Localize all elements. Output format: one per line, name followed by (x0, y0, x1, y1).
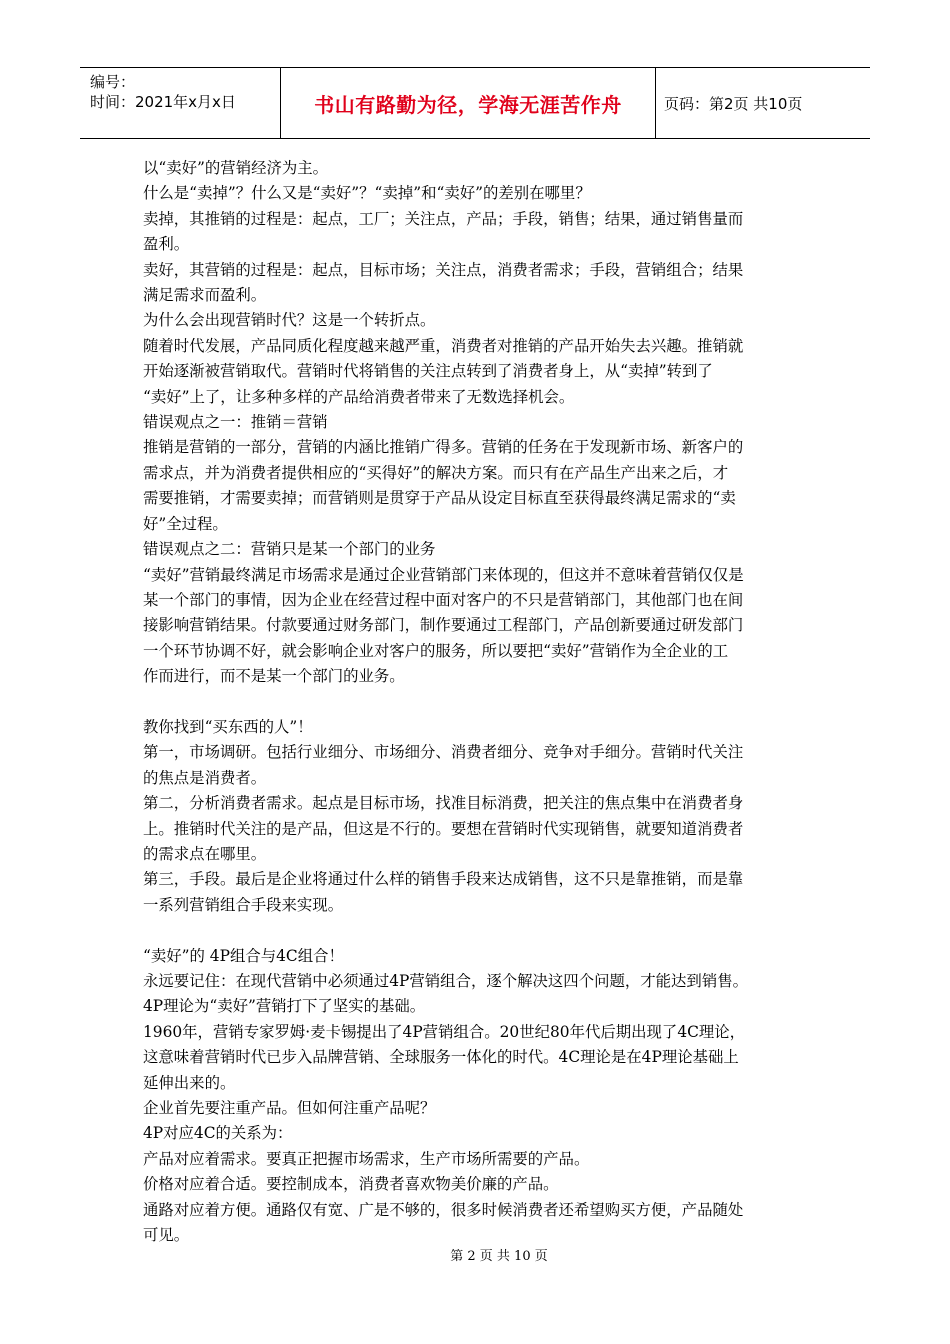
body-line: 为什么会出现营销时代？这是一个转折点。 (143, 311, 436, 330)
body-line: 需要推销，才需要卖掉；而营销则是贯穿于产品从设定目标直至获得最终满足需求的“卖 (143, 489, 736, 508)
blank-line (143, 690, 823, 715)
document-date-label: 时间：2021年x月x日 (90, 93, 236, 111)
body-line: 企业首先要注重产品。但如何注重产品呢？ (143, 1099, 436, 1117)
body-line: 作而进行，而不是某一个部门的业务。 (143, 667, 405, 686)
body-line: “卖好”的 4P组合与4C组合！ (143, 946, 344, 965)
body-line: 需求点，并为消费者提供相应的“买得好”的解决方案。而只有在产品生产出来之后，才 (143, 463, 729, 482)
body-line: 以“卖好”的营销经济为主。 (143, 159, 329, 177)
blank-line (143, 918, 823, 943)
body-line: 延伸出来的。 (143, 1073, 236, 1092)
body-line: 第二，分析消费者需求。起点是目标市场，找准目标消费，把关注的焦点集中在消费者身 (143, 794, 744, 813)
body-line: 一个环节协调不好，就会影响企业对客户的服务，所以要把“卖好”营销作为全企业的工 (143, 641, 729, 660)
body-line: 教你找到“买东西的人”！ (143, 717, 313, 736)
body-line: 可见。 (143, 1226, 190, 1245)
body-line: 产品对应着需求。要真正把握市场需求，生产市场所需要的产品。 (143, 1149, 590, 1168)
header-motto: 书山有路勤为径，学海无涯苦作舟 (314, 92, 622, 117)
footer-page-number: 第 2 页 共 10 页 (450, 1249, 548, 1264)
body-line: 的需求点在哪里。 (143, 844, 267, 863)
header-meta (80, 68, 281, 138)
body-line: 卖掉，其推销的过程是：起点，工厂；关注点，产品；手段，销售；结果，通过销售量而 (143, 209, 744, 228)
body-line: 的焦点是消费者。 (143, 768, 267, 787)
body-line: 盈利。 (143, 235, 190, 254)
body-line: 推销是营销的一部分，营销的内涵比推销广得多。营销的任务在于发现新市场、新客户的 (143, 438, 744, 457)
body-line: 卖好，其营销的过程是：起点，目标市场；关注点，消费者需求；手段，营销组合；结果 (143, 260, 744, 279)
body-line: 某一个部门的事情，因为企业在经营过程中面对客户的不只是营销部门，其他部门也在间 (143, 590, 744, 609)
page-footer (0, 1245, 950, 1264)
body-line: 一系列营销组合手段来实现。 (143, 895, 344, 914)
body-line: 错误观点之二：营销只是某一个部门的业务 (143, 540, 436, 559)
body-line: 接影响营销结果。付款要通过财务部门，制作要通过工程部门，产品创新要通过研发部门 (143, 616, 744, 635)
body-line: 好”全过程。 (143, 514, 228, 533)
header-page-cell (656, 68, 870, 138)
body-line: 永远要记住：在现代营销中必须通过4P营销组合，逐个解决这四个问题，才能达到销售。 (143, 971, 748, 990)
body-line: 4P理论为“卖好”营销打下了坚实的基础。 (143, 997, 426, 1016)
body-line: 4P对应4C的关系为： (143, 1124, 293, 1143)
header-page-number: 页码：第2页 共10页 (664, 94, 803, 113)
document-number-label: 编号： (90, 73, 136, 91)
body-line: 开始逐渐被营销取代。营销时代将销售的关注点转到了消费者身上，从“卖掉”转到了 (143, 362, 713, 381)
body-line: 第三，手段。最后是企业将通过什么样的销售手段来达成销售，这不只是靠推销，而是靠 (143, 870, 744, 889)
body-line: “卖好”上了，让多种多样的产品给消费者带来了无数选择机会。 (143, 387, 575, 406)
body-line: 价格对应着合适。要控制成本，消费者喜欢物美价廉的产品。 (143, 1175, 559, 1194)
body-line: 什么是“卖掉”？什么又是“卖好”？“卖掉”和“卖好”的差别在哪里？ (143, 184, 591, 203)
page-header (80, 67, 870, 139)
body-line: 第一，市场调研。包括行业细分、市场细分、消费者细分、竞争对手细分。营销时代关注 (143, 743, 744, 762)
header-motto-cell (281, 68, 656, 138)
body-line: 通路对应着方便。通路仅有宽、广是不够的，很多时候消费者还希望购买方便，产品随处 (143, 1200, 744, 1219)
body-line: 随着时代发展，产品同质化程度越来越严重，消费者对推销的产品开始失去兴趣。推销就 (143, 336, 744, 355)
body-line: 满足需求而盈利。 (143, 286, 267, 305)
body-line: 1960年，营销专家罗姆·麦卡锡提出了4P营销组合。20世纪80年代后期出现了4C理论， (143, 1022, 746, 1041)
body-line: 错误观点之一：推销＝营销 (143, 413, 328, 432)
document-body (143, 156, 823, 1248)
body-line: 上。推销时代关注的是产品，但这是不行的。要想在营销时代实现销售，就要知道消费者 (143, 819, 744, 838)
body-line: “卖好”营销最终满足市场需求是通过企业营销部门来体现的，但这并不意味着营销仅仅是 (143, 565, 744, 584)
body-line: 这意味着营销时代已步入品牌营销、全球服务一体化的时代。4C理论是在4P理论基础上 (143, 1048, 739, 1067)
